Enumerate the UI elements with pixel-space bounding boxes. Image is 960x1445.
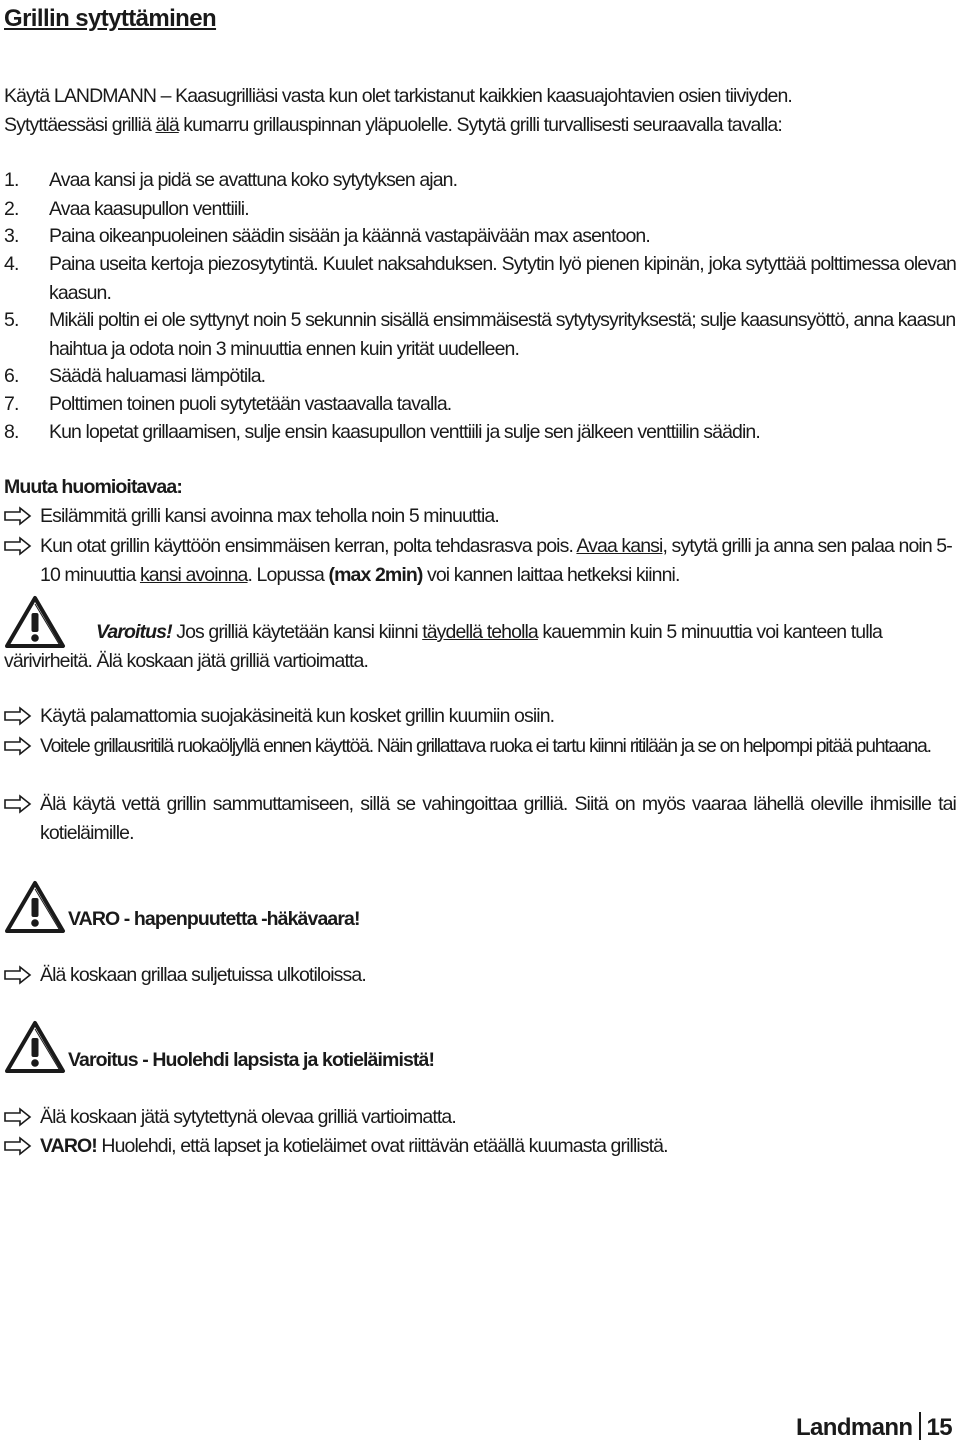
note-text: Voitele grillausritilä ruokaöljyllä ennen käyttöä. Näin grillattava ruoka ei tartu kiinni ritilään ja se on helpompi pitää puhtaana. [40,735,931,757]
intro-line-1: Käytä LANDMANN – Kaasugrilliäsi vasta kun olet tarkistanut kaikkien kaasuajohtavien osien tiiviyden. [4,85,792,107]
step-text: Avaa kaasupullon venttiili. [49,198,249,220]
note-text-part: Kun otat grillin käyttöön ensimmäisen kerran, polta tehdasrasva pois. [40,535,577,557]
note-text: Älä koskaan grillaa suljetuissa ulkotiloissa. [40,964,366,986]
arrow-right-icon [4,794,32,814]
note-underlined: kansi avoinna [139,564,248,586]
arrow-right-icon [4,706,32,726]
step-number: 6. [4,365,19,387]
step-text: Avaa kansi ja pidä se avattuna koko sytytyksen ajan. [49,169,458,191]
step-text: Mikäli poltin ei ole syttynyt noin 5 sekunnin sisällä ensimmäisestä sytytysyrityksestä; sulje kaasunsyöttö, anna kaasun haihtua ja odota noin 3 minuuttia ennen kuin yrität uudelleen. [49,309,956,360]
warning-triangle-icon [4,880,66,934]
note-text: Käytä palamattomia suojakäsineitä kun kosket grillin kuumiin osiin. [40,705,555,727]
warning-heading: VARO - hapenpuutetta -häkävaara! [68,908,360,930]
intro-underlined: älä [155,114,179,136]
intro-text: Sytyttäessäsi grilliä [4,114,156,136]
step-number: 5. [4,309,19,331]
note-text: Älä koskaan jätä sytytettynä olevaa grilliä vartioimatta. [40,1106,456,1128]
note-bold: (max 2min) [328,564,423,586]
warning-label: Varoitus! [96,621,172,643]
warning-paragraph [4,618,954,676]
step-text: Paina useita kertoja piezosytytintä. Kuulet naksahduksen. Sytytin lyö pienen kipinän, joka sytyttää polttimessa olevan kaasun. [49,253,956,304]
arrow-right-icon [4,1136,32,1156]
step-number: 8. [4,421,19,443]
note-text-part: voi kannen laittaa hetkeksi kiinni. [422,564,680,586]
step-text: Paina oikeanpuoleinen säädin sisään ja käännä vastapäivään max asentoon. [49,225,650,247]
note-text-part: . Lopussa [247,564,329,586]
arrow-right-icon [4,1107,32,1127]
warning-heading: Varoitus - Huolehdi lapsista ja kotieläimistä! [68,1049,435,1071]
page-footer [796,1412,952,1442]
arrow-right-icon [4,506,32,526]
arrow-right-icon [4,536,32,556]
step-number: 3. [4,225,19,247]
page-title: Grillin sytyttäminen [4,5,217,32]
warning-underlined: täydellä teholla [422,621,538,643]
page-number: 15 [926,1414,952,1441]
intro-text: kumarru grillauspinnan yläpuolelle. Sytytä grilli turvallisesti seuraavalla tavalla: [178,114,782,136]
step-number: 1. [4,169,19,191]
footer-divider [919,1412,921,1440]
note-underlined: Avaa kansi [576,535,663,557]
note-text-part: , sytytä grilli ja anna sen palaa noin 5-10 minuuttia [40,535,952,586]
warning-triangle-icon [4,1020,66,1074]
step-number: 2. [4,198,19,220]
note-text [40,532,956,590]
intro-paragraph [4,82,954,140]
note-bold: VARO! [40,1135,97,1157]
intro-line-2 [4,111,954,140]
notes-heading: Muuta huomioitavaa: [4,476,182,498]
footer-brand: Landmann [795,1414,913,1441]
warning-text: Jos grilliä käytetään kansi kiinni [171,621,423,643]
step-text: Kun lopetat grillaamisen, sulje ensin kaasupullon venttiili ja sulje sen jälkeen venttiilin säädin. [49,421,760,443]
arrow-right-icon [4,965,32,985]
note-text: Esilämmitä grilli kansi avoinna max teholla noin 5 minuuttia. [40,505,499,527]
warning-text: kauemmin kuin 5 minuuttia voi kanteen tulla värivirheitä. Älä koskaan jätä grilliä vartioimatta. [4,621,882,672]
note-text-part: Huolehdi, että lapset ja kotieläimet ovat riittävän etäällä kuumasta grillistä. [96,1135,668,1157]
step-text: Säädä haluamasi lämpötila. [49,365,266,387]
note-text [40,1132,956,1161]
step-number: 7. [4,393,19,415]
note-text: Älä käytä vettä grillin sammuttamiseen, sillä se vahingoittaa grilliä. Siitä on myös vaaraa lähellä oleville ihmisille tai kotieläimille. [40,793,956,844]
step-number: 4. [4,253,19,275]
step-text: Polttimen toinen puoli sytytetään vastaavalla tavalla. [49,393,452,415]
arrow-right-icon [4,736,32,756]
